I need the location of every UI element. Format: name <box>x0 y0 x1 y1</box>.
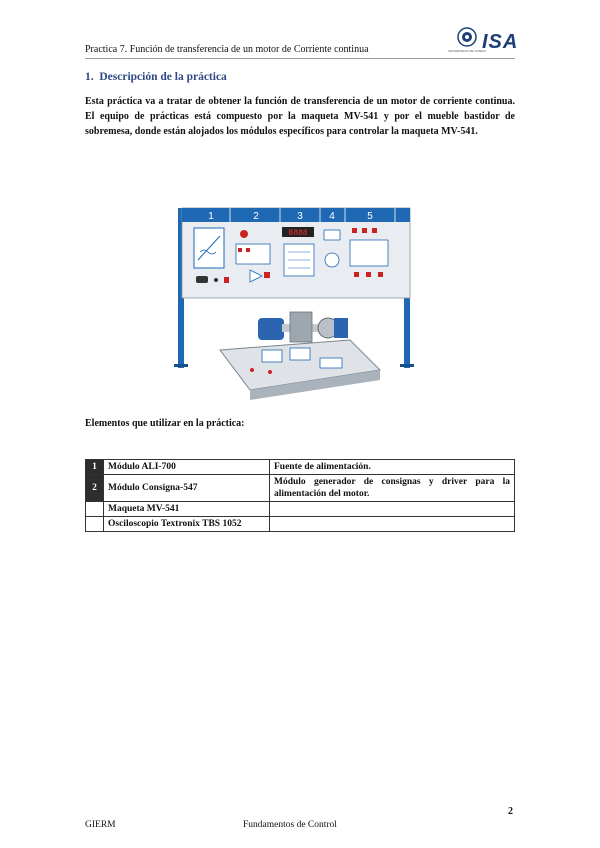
section-number: 1. <box>85 71 94 83</box>
rack-number: 4 <box>329 211 335 222</box>
row-number <box>86 517 104 532</box>
section-title: Descripción de la práctica <box>99 71 227 83</box>
svg-text:UNIVERSIDAD DE OVIEDO: UNIVERSIDAD DE OVIEDO <box>447 49 487 53</box>
rack-number: 1 <box>208 211 214 222</box>
footer-center: Fundamentos de Control <box>243 820 337 830</box>
svg-text:8888: 8888 <box>288 229 308 238</box>
svg-text:ISA: ISA <box>482 31 519 53</box>
element-name: Módulo Consigna-547 <box>104 475 270 502</box>
row-number: 2 <box>86 475 104 502</box>
rack-number: 2 <box>253 211 259 222</box>
rack-number: 3 <box>297 211 303 222</box>
equipment-figure <box>170 200 420 410</box>
header-title: Practica 7. Función de transferencia de un motor de Corriente continua <box>85 44 369 55</box>
university-seal-icon <box>448 28 487 53</box>
rack-number: 5 <box>367 211 373 222</box>
elements-label: Elementos que utilizar en la práctica: <box>85 418 245 429</box>
section-heading <box>85 71 227 83</box>
table-row <box>86 460 515 475</box>
intro-paragraph: Esta práctica va a tratar de obtener la función de transferencia de un motor de corriente continua. El equipo de prácticas está compuesto por la maqueta MV-541 y por el mueble bastidor de sobremesa, donde están alojados los módulos específicos para controlar la maqueta MV-541. <box>85 96 515 137</box>
row-number: 1 <box>86 460 104 475</box>
element-name: Maqueta MV-541 <box>104 502 270 517</box>
element-description <box>270 502 515 517</box>
table-row <box>86 517 515 532</box>
elements-table <box>85 459 515 532</box>
page-number: 2 <box>508 806 513 817</box>
table-row <box>86 502 515 517</box>
row-number <box>86 502 104 517</box>
table-row <box>86 475 515 502</box>
element-name: Módulo ALI-700 <box>104 460 270 475</box>
element-description: Módulo generador de consignas y driver para la alimentación del motor. <box>270 475 515 502</box>
isa-logo <box>447 26 519 54</box>
element-description: Fuente de alimentación. <box>270 460 515 475</box>
footer-left: GIERM <box>85 820 116 830</box>
header-divider <box>85 58 515 59</box>
element-description <box>270 517 515 532</box>
element-name: Osciloscopio Textronix TBS 1052 <box>104 517 270 532</box>
